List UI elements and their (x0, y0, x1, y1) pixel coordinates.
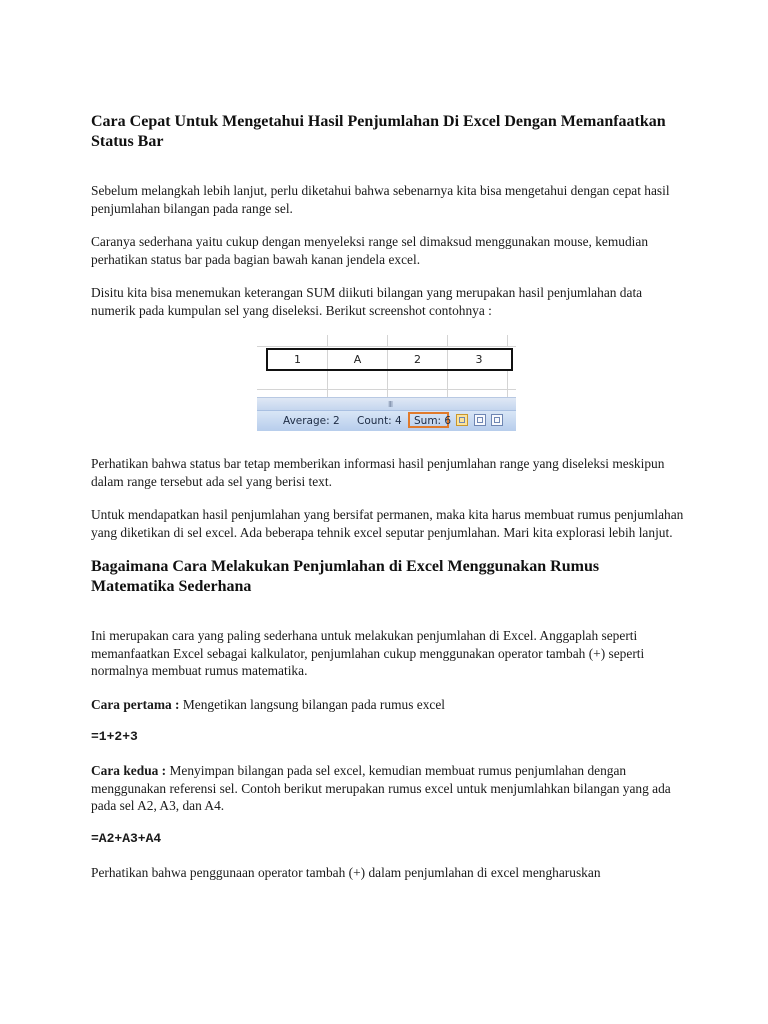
method-text: Mengetikan langsung bilangan pada rumus excel (179, 696, 446, 712)
status-average: Average: 2 (283, 415, 340, 427)
scroll-grip-icon: III (388, 400, 393, 409)
cell-value: 1 (268, 350, 328, 369)
formula: =1+2+3 (91, 729, 138, 744)
paragraph: Sebelum melangkah lebih lanjut, perlu diketahui bahwa sebenarnya kita bisa mengetahui dengan cepat hasil penjumlahan bilangan pada range sel. (91, 183, 670, 216)
status-sum: Sum: 6 (414, 415, 452, 427)
grid-row (257, 371, 516, 390)
view-buttons (456, 414, 505, 429)
cell-value: 2 (388, 350, 448, 369)
status-bar (257, 410, 516, 431)
excel-screenshot (91, 335, 686, 439)
document-page (91, 112, 686, 897)
cell-value: 3 (475, 353, 483, 366)
formula: =A2+A3+A4 (91, 830, 162, 846)
selected-range (266, 348, 513, 371)
horizontal-scrollbar (257, 397, 516, 410)
paragraph: Perhatikan bahwa status bar tetap memberikan informasi hasil penjumlahan range yang diseleksi meskipun dalam range tersebut ada sel yang berisi text. (91, 456, 665, 489)
normal-view-icon (456, 414, 468, 426)
cell-value: A (328, 350, 388, 369)
paragraph: Perhatikan bahwa penggunaan operator tambah (+) dalam penjumlahan di excel mengharuskan (91, 864, 601, 880)
method-lead: Cara kedua : (91, 763, 167, 778)
page-layout-view-icon (474, 414, 486, 426)
section-heading: Bagaimana Cara Melakukan Penjumlahan di Excel Menggunakan Rumus Matematika Sederhana (91, 558, 600, 595)
method-paragraph (91, 696, 686, 714)
page-title: Cara Cepat Untuk Mengetahui Hasil Penjumlahan Di Excel Dengan Memanfaatkan Status Bar (91, 113, 666, 150)
excel-screenshot-frame (257, 335, 516, 430)
paragraph: Caranya sederhana yaitu cukup dengan menyeleksi range sel dimaksud menggunakan mouse, kemudian perhatikan status bar pada bagian bawah kanan jendela excel. (91, 234, 649, 267)
page-break-view-icon (491, 414, 503, 426)
method-lead: Cara pertama : (91, 696, 180, 712)
status-count: Count: 4 (357, 415, 402, 427)
paragraph: Disitu kita bisa menemukan keterangan SUM diikuti bilangan yang merupakan hasil penjumlahan data numerik pada kumpulan sel yang diseleksi. Berikut screenshot contohnya : (91, 285, 643, 318)
method-text: Menyimpan bilangan pada sel excel, kemudian membuat rumus penjumlahan dengan menggunakan referensi sel. Contoh berikut merupakan rumus excel untuk menjumlahkan bilangan yang ada pada sel A2, A3, dan A4. (91, 763, 671, 813)
method-paragraph (91, 762, 686, 815)
grid-row (257, 335, 516, 347)
paragraph: Untuk mendapatkan hasil penjumlahan yang bersifat permanen, maka kita harus membuat rumus penjumlahan yang diketikan di sel excel. Ada beberapa tehnik excel seputar penjumlahan. Mari kita explorasi lebih lanjut. (91, 507, 684, 540)
paragraph: Ini merupakan cara yang paling sederhana untuk melakukan penjumlahan di Excel. Anggaplah seperti memanfaatkan Excel sebagai kalkulator, penjumlahan cukup menggunakan operator tambah (+) seperti normalnya membuat rumus matematika. (91, 628, 645, 678)
